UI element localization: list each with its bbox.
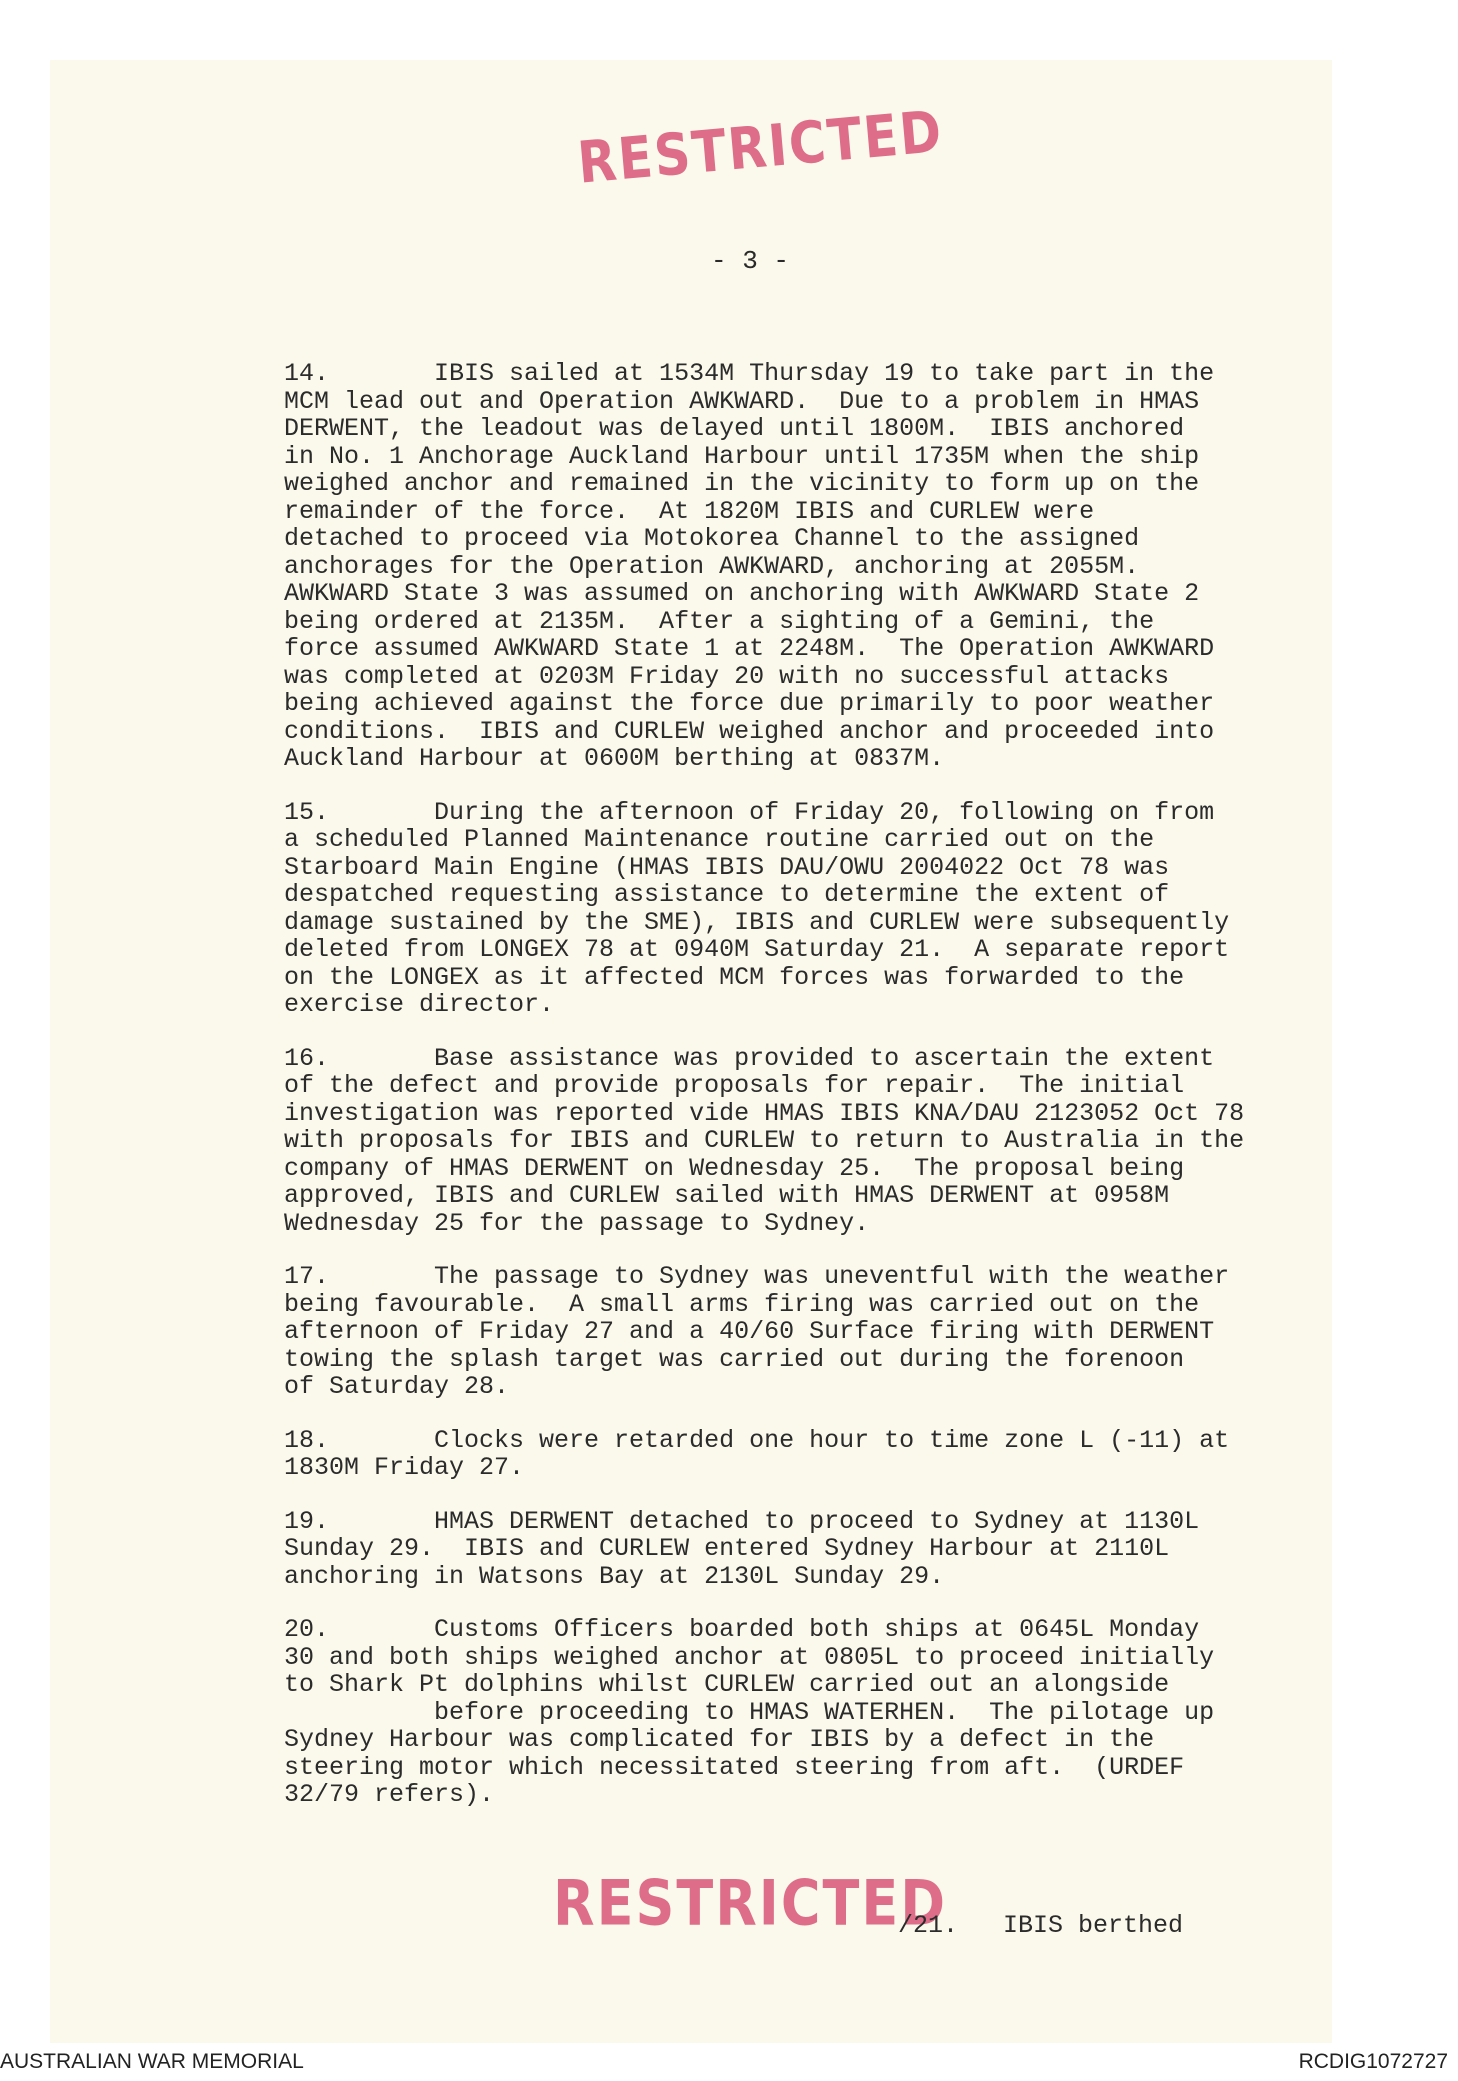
text-line: with proposals for IBIS and CURLEW to return to Australia in the <box>284 1126 1245 1155</box>
text-line: before proceeding to HMAS WATERHEN. The pilotage up <box>284 1697 1215 1727</box>
text-line: 19. HMAS DERWENT detached to proceed to Sydney at 1130L <box>284 1506 1200 1536</box>
text-line: of Saturday 28. <box>284 1372 510 1401</box>
continuation-text: /21. IBIS berthed <box>898 1911 1184 1940</box>
text-line: Starboard Main Engine (HMAS IBIS DAU/OWU 2004022 Oct 78 was <box>284 852 1170 882</box>
text-line: Sunday 29. IBIS and CURLEW entered Sydney Harbour at 2110L <box>284 1534 1170 1563</box>
text-line: exercise director. <box>284 990 555 1019</box>
text-line: AWKWARD State 3 was assumed on anchoring with AWKWARD State 2 <box>284 579 1200 608</box>
paragraph <box>284 1616 1334 1809</box>
text-line: a scheduled Planned Maintenance routine carried out on the <box>284 825 1155 854</box>
text-line: being ordered at 2135M. After a sighting of a Gemini, the <box>284 606 1155 636</box>
text-line: conditions. IBIS and CURLEW weighed anchor and proceeded into <box>284 716 1215 746</box>
text-line: Sydney Harbour was complicated for IBIS by a defect in the <box>284 1725 1155 1754</box>
text-line: DERWENT, the leadout was delayed until 1800M. IBIS anchored <box>284 414 1185 443</box>
text-line: MCM lead out and Operation AWKWARD. Due to a problem in HMAS <box>284 386 1200 416</box>
text-line: 1830M Friday 27. <box>284 1453 525 1482</box>
text-line: was completed at 0203M Friday 20 with no successful attacks <box>284 661 1170 691</box>
text-line: 16. Base assistance was provided to ascertain the extent <box>284 1043 1215 1073</box>
text-line: 15. During the afternoon of Friday 20, following on from <box>284 797 1215 827</box>
text-line: 14. IBIS sailed at 1534M Thursday 19 to take part in the <box>284 359 1215 388</box>
text-line: towing the splash target was carried out during the forenoon <box>284 1344 1185 1374</box>
text-line: investigation was reported vide HMAS IBIS KNA/DAU 2123052 Oct 78 <box>284 1098 1245 1128</box>
paragraph <box>284 1508 1334 1591</box>
text-line: afternoon of Friday 27 and a 40/60 Surface firing with DERWENT <box>284 1317 1215 1346</box>
text-line: detached to proceed via Motokorea Channel to the assigned <box>284 524 1140 553</box>
paragraph <box>284 1427 1334 1482</box>
page-number: - 3 - <box>710 246 789 276</box>
footer-record-id: RCDIG1072727 <box>1298 2050 1448 2073</box>
restricted-stamp-bottom: RESTRICTED <box>553 1867 948 1940</box>
text-line: Wednesday 25 for the passage to Sydney. <box>284 1208 870 1238</box>
text-line: despatched requesting assistance to determine the extent of <box>284 880 1170 909</box>
paragraph <box>284 1045 1334 1238</box>
text-line: being favourable. A small arms firing was carried out on the <box>284 1289 1200 1319</box>
text-line: being achieved against the force due primarily to poor weather <box>284 689 1215 718</box>
text-line: Auckland Harbour at 0600M berthing at 0837M. <box>284 744 945 773</box>
text-line: steering motor which necessitated steering from aft. (URDEF <box>284 1752 1185 1782</box>
text-line: company of HMAS DERWENT on Wednesday 25. The proposal being <box>284 1153 1185 1183</box>
restricted-stamp-top: RESTRICTED <box>575 98 946 197</box>
text-line: remainder of the force. At 1820M IBIS and CURLEW were <box>284 496 1095 526</box>
text-line: weighed anchor and remained in the vicinity to form up on the <box>284 469 1200 498</box>
text-line: 30 and both ships weighed anchor at 0805L to proceed initially <box>284 1642 1215 1672</box>
document-body <box>284 360 1334 1835</box>
text-line: 17. The passage to Sydney was uneventful with the weather <box>284 1262 1230 1291</box>
footer-archive-name: AUSTRALIAN WAR MEMORIAL <box>0 2050 304 2073</box>
text-line: 18. Clocks were retarded one hour to time zone L (-11) at <box>284 1425 1230 1455</box>
text-line: in No. 1 Anchorage Auckland Harbour until 1735M when the ship <box>284 441 1200 471</box>
text-line: force assumed AWKWARD State 1 at 2248M. The Operation AWKWARD <box>284 634 1215 663</box>
text-line: to Shark Pt dolphins whilst CURLEW carried out an alongside <box>284 1670 1170 1699</box>
paragraph <box>284 360 1334 773</box>
paragraph <box>284 1263 1334 1401</box>
text-line: 32/79 refers). <box>284 1780 495 1809</box>
text-line: approved, IBIS and CURLEW sailed with HMAS DERWENT at 0958M <box>284 1181 1170 1210</box>
text-line: deleted from LONGEX 78 at 0940M Saturday 21. A separate report <box>284 935 1230 964</box>
text-line: of the defect and provide proposals for repair. The initial <box>284 1071 1185 1100</box>
text-line: 20. Customs Officers boarded both ships at 0645L Monday <box>284 1615 1200 1644</box>
text-line: on the LONGEX as it affected MCM forces was forwarded to the <box>284 962 1185 992</box>
text-line: anchorages for the Operation AWKWARD, anchoring at 2055M. <box>284 551 1140 581</box>
paragraph <box>284 799 1334 1019</box>
text-line: anchoring in Watsons Bay at 2130L Sunday 29. <box>284 1561 945 1591</box>
text-line: damage sustained by the SME), IBIS and CURLEW were subsequently <box>284 907 1230 937</box>
